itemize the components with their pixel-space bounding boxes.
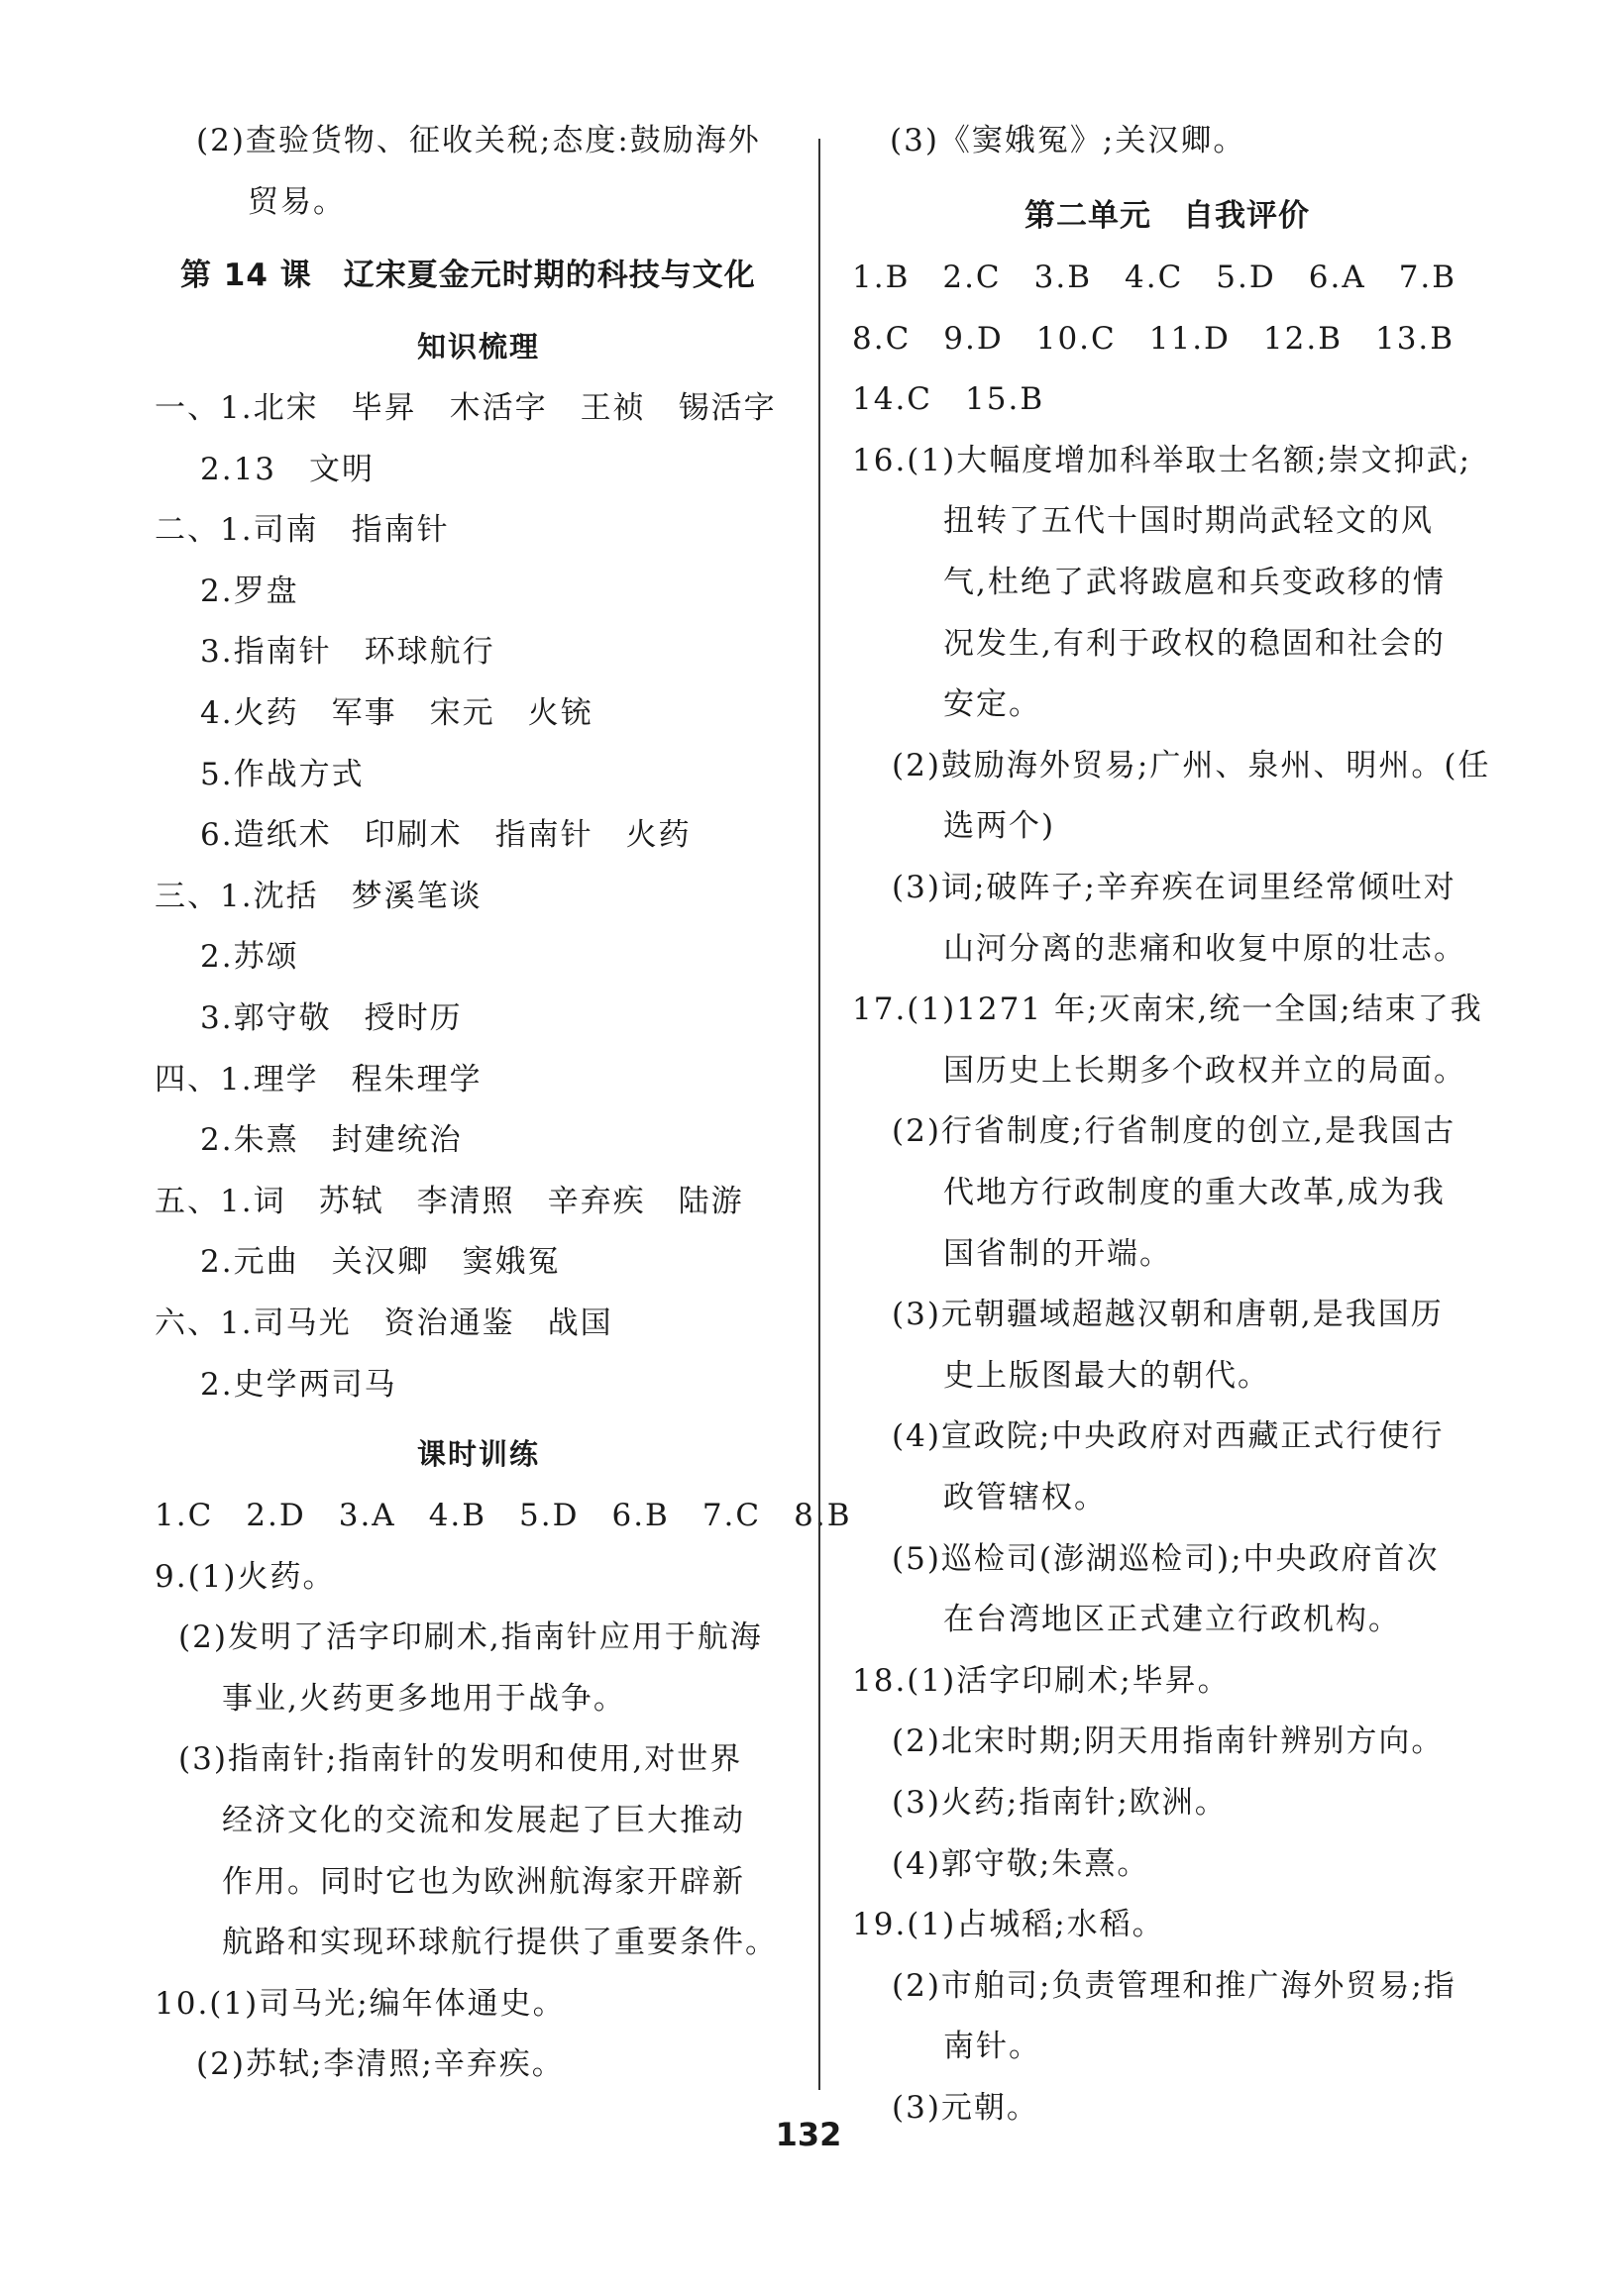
text-line: 航路和实现环球航行提供了重要条件。: [222, 1925, 778, 1960]
text-line: 扭转了五代十国时期尚武轻文的风: [943, 503, 1434, 539]
text-line: 况发生,有利于政权的稳固和社会的: [943, 626, 1446, 662]
text-line: 4.火药 军事 宋元 火铳: [200, 695, 593, 731]
text-line: 2.罗盘: [200, 574, 299, 609]
text-line: 贸易。: [248, 184, 346, 220]
text-line: 6.造纸术 印刷术 指南针 火药: [200, 817, 692, 853]
text-line: (3)指南针;指南针的发明和使用,对世界: [178, 1741, 743, 1777]
text-line: 安定。: [943, 686, 1041, 722]
text-line: (3)元朝疆域超越汉朝和唐朝,是我国历: [892, 1297, 1444, 1332]
text-line: (3)词;破阵子;辛弃疾在词里经常倾吐对: [892, 870, 1456, 905]
text-line: 2.13 文明: [200, 452, 376, 487]
text-line: 国省制的开端。: [943, 1236, 1172, 1272]
text-line: (2)鼓励海外贸易;广州、泉州、明州。(任: [892, 748, 1491, 783]
column-divider: [818, 139, 820, 2090]
text-line: (2)查验货物、征收关税;态度:鼓励海外: [196, 123, 761, 158]
text-line: 气,杜绝了武将跋扈和兵变政移的情: [943, 565, 1446, 600]
text-line: (2)行省制度;行省制度的创立,是我国古: [892, 1113, 1456, 1149]
text-line: 六、1.司马光 资治通鉴 战国: [155, 1305, 613, 1341]
lesson-title: 第 14 课 辽宋夏金元时期的科技与文化: [180, 258, 756, 293]
text-line: 1.C 2.D 3.A 4.B 5.D 6.B 7.C 8.B: [155, 1498, 852, 1533]
text-line: 史上版图最大的朝代。: [943, 1358, 1270, 1394]
text-line: 山河分离的悲痛和收复中原的壮志。: [943, 931, 1466, 967]
text-line: 1.B 2.C 3.B 4.C 5.D 6.A 7.B: [852, 260, 1457, 295]
text-line: 14.C 15.B: [852, 381, 1045, 417]
page-number: 132: [775, 2116, 842, 2153]
text-line: 国历史上长期多个政权并立的局面。: [943, 1053, 1466, 1089]
text-line: 9.(1)火药。: [155, 1559, 336, 1595]
text-line: (4)宣政院;中央政府对西藏正式行使行: [892, 1418, 1445, 1454]
text-line: 南针。: [943, 2029, 1041, 2064]
text-line: 一、1.北宋 毕昇 木活字 王祯 锡活字: [155, 390, 777, 426]
text-line: 5.作战方式: [200, 757, 365, 792]
text-line: 事业,火药更多地用于战争。: [222, 1681, 626, 1717]
text-line: (2)市舶司;负责管理和推广海外贸易;指: [892, 1968, 1456, 2004]
text-line: 8.C 9.D 10.C 11.D 12.B 13.B: [852, 321, 1455, 357]
section-heading: 课时训练: [416, 1437, 540, 1471]
text-line: 3.郭守敬 授时历: [200, 1000, 463, 1036]
text-line: 19.(1)占城稻;水稻。: [852, 1907, 1165, 1942]
text-line: 五、1.词 苏轼 李清照 辛弃疾 陆游: [155, 1184, 744, 1219]
text-line: 二、1.司南 指南针: [155, 512, 450, 548]
text-line: 选两个): [943, 808, 1056, 844]
text-line: (2)苏轼;李清照;辛弃疾。: [196, 2046, 565, 2082]
text-line: 3.指南针 环球航行: [200, 634, 495, 670]
text-line: 10.(1)司马光;编年体通史。: [155, 1986, 566, 2022]
text-line: 经济文化的交流和发展起了巨大推动: [222, 1803, 745, 1838]
text-line: (2)北宋时期;阴天用指南针辨别方向。: [892, 1723, 1445, 1759]
text-line: 2.苏颂: [200, 939, 299, 975]
text-line: 2.朱熹 封建统治: [200, 1122, 463, 1158]
text-line: 在台湾地区正式建立行政机构。: [943, 1602, 1401, 1637]
text-line: 17.(1)1271 年;灭南宋,统一全国;结束了我: [852, 991, 1483, 1027]
text-line: (5)巡检司(澎湖巡检司);中央政府首次: [892, 1541, 1440, 1577]
text-line: (3)火药;指南针;欧洲。: [892, 1785, 1228, 1821]
text-line: 2.史学两司马: [200, 1367, 397, 1403]
text-line: 2.元曲 关汉卿 窦娥冤: [200, 1244, 561, 1280]
text-line: (3)元朝。: [892, 2090, 1039, 2126]
text-line: 18.(1)活字印刷术;毕昇。: [852, 1663, 1231, 1699]
text-line: 三、1.沈括 梦溪笔谈: [155, 879, 483, 914]
text-line: (4)郭守敬;朱熹。: [892, 1846, 1150, 1882]
text-line: 四、1.理学 程朱理学: [155, 1062, 483, 1097]
unit-title: 第二单元 自我评价: [1024, 198, 1310, 234]
text-line: 作用。同时它也为欧洲航海家开辟新: [222, 1864, 745, 1900]
text-line: 政管辖权。: [943, 1480, 1107, 1515]
text-line: (3)《窦娥冤》;关汉卿。: [890, 123, 1246, 158]
section-heading: 知识梳理: [416, 330, 540, 364]
text-line: 代地方行政制度的重大改革,成为我: [943, 1175, 1446, 1210]
text-line: (2)发明了活字印刷术,指南针应用于航海: [178, 1619, 763, 1655]
text-line: 16.(1)大幅度增加科举取士名额;崇文抑武;: [852, 443, 1472, 478]
